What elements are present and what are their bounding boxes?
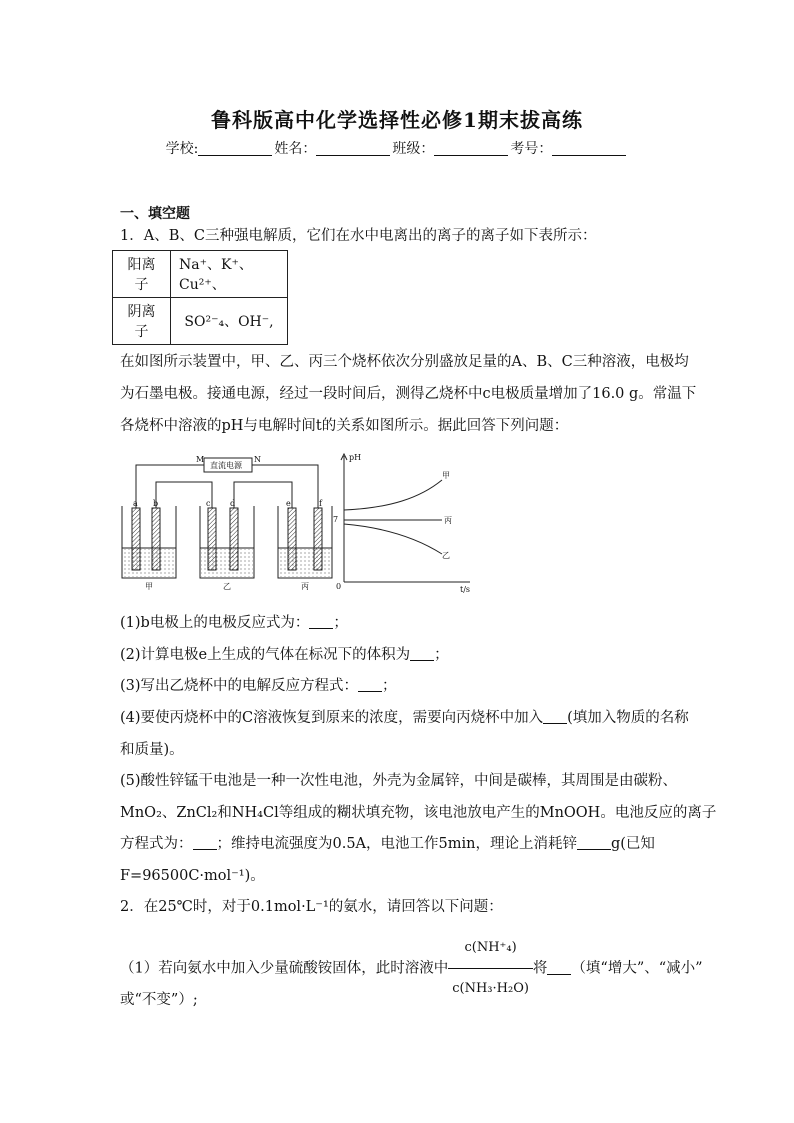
answer-blank[interactable] xyxy=(543,709,567,724)
name-blank[interactable] xyxy=(316,141,390,156)
number-label: 考号： xyxy=(510,141,553,157)
school-label: 学校: xyxy=(165,141,199,157)
name-label: 姓名： xyxy=(274,141,317,157)
table-row xyxy=(113,298,288,345)
beaker-label-jia: 甲 xyxy=(145,582,153,591)
answer-blank[interactable] xyxy=(309,614,333,629)
label-d: d xyxy=(230,499,236,508)
graph-label-yi: 乙 xyxy=(442,551,450,560)
section-heading: 一、填空题 xyxy=(120,206,190,222)
electrode-f xyxy=(314,508,322,570)
graph-origin: 0 xyxy=(336,582,342,591)
curve-yi xyxy=(344,524,442,554)
electrode-a xyxy=(132,508,140,570)
answer-blank[interactable] xyxy=(410,646,434,661)
q1-sub3-text: (3)写出乙烧杯中的电解反应方程式： xyxy=(120,678,359,694)
fraction-numerator: c(NH⁺₄) xyxy=(448,928,533,969)
ion-table xyxy=(112,250,288,345)
beaker-label-yi: 乙 xyxy=(223,582,231,591)
curve-jia xyxy=(344,480,442,510)
answer-blank[interactable] xyxy=(547,960,571,975)
anion-label: 阴离子 xyxy=(113,298,171,345)
cation-label: 阳离子 xyxy=(113,251,171,298)
electrode-d xyxy=(230,508,238,570)
q1-sub2-end: ； xyxy=(434,647,449,663)
label-e: e xyxy=(286,499,291,508)
graph-xlabel: t/s xyxy=(460,585,471,594)
answer-blank[interactable] xyxy=(358,677,382,692)
q1-stem: 1．A、B、C三种强电解质，它们在水中电离出的离子的离子如下表所示： xyxy=(120,228,597,244)
class-label: 班级： xyxy=(392,141,435,157)
ph-time-graph xyxy=(330,450,475,595)
electrolysis-diagram xyxy=(116,452,338,592)
q1-para-1: 在如图所示装置中，甲、乙、丙三个烧杯依次分别盛放足量的A、B、C三种溶液，电极均 xyxy=(120,354,689,370)
q1-sub1-end: ； xyxy=(333,615,348,631)
anion-values: SO²⁻₄、OH⁻, xyxy=(171,298,288,345)
q1-sub3 xyxy=(120,676,397,696)
q1-para-3: 各烧杯中溶液的pH与电解时间t的关系如图所示。据此回答下列问题： xyxy=(120,418,569,434)
q1-sub4-hint: (填加入物质的名称 xyxy=(567,710,689,726)
q1-sub1 xyxy=(120,613,348,633)
school-blank[interactable] xyxy=(198,141,272,156)
label-c: c xyxy=(206,499,211,508)
graph-seven: 7 xyxy=(333,515,339,524)
q1-sub5-a: (5)酸性锌锰干电池是一种一次性电池，外壳为金属锌，中间是碳棒，其周围是由碳粉、 xyxy=(120,773,678,789)
graph-label-bing: 丙 xyxy=(444,516,452,525)
table-row xyxy=(113,251,288,298)
fraction-denominator: c(NH₃·H₂O) xyxy=(452,981,529,996)
q1-sub5-c xyxy=(120,834,655,854)
electrode-e xyxy=(288,508,296,570)
q1-sub4-text: (4)要使丙烧杯中的C溶液恢复到原来的浓度，需要向丙烧杯中加入 xyxy=(120,710,544,726)
answer-blank[interactable] xyxy=(577,835,611,850)
electrode-c xyxy=(208,508,216,570)
label-a: a xyxy=(133,499,138,508)
pole-n: N xyxy=(254,455,261,464)
electrode-b xyxy=(152,508,160,570)
class-blank[interactable] xyxy=(434,141,508,156)
beaker-label-bing: 丙 xyxy=(301,582,309,591)
q2-sub1-text: （1）若向氨水中加入少量硫酸铵固体，此时溶液中 xyxy=(120,960,449,977)
student-info xyxy=(0,138,794,158)
cation-values: Na⁺、K⁺、Cu²⁺、 xyxy=(171,251,288,298)
q2-sub1-cont: 或“不变”）; xyxy=(120,992,198,1008)
label-f: f xyxy=(319,499,322,508)
q1-sub2-text: (2)计算电极e上生成的气体在标况下的体积为 xyxy=(120,647,411,663)
q2-stem: 2．在25℃时，对于0.1mol·L⁻¹的氨水，请回答以下问题： xyxy=(120,899,503,915)
label-b: b xyxy=(153,499,159,508)
concentration-fraction xyxy=(448,928,533,1009)
answer-blank[interactable] xyxy=(193,835,217,850)
q1-sub5-b: MnO₂、ZnCl₂和NH₄Cl等组成的糊状填充物，该电池放电产生的MnOOH。电池反应的离子 xyxy=(120,805,717,821)
q1-sub5-c-mid: ；维持电流强度为0.5A，电池工作5min，理论上消耗锌 xyxy=(216,836,577,852)
q1-sub5-c-end: g(已知 xyxy=(610,836,655,852)
number-blank[interactable] xyxy=(552,141,626,156)
q1-sub3-end: ； xyxy=(382,678,397,694)
q1-para-2: 为石墨电极。接通电源，经过一段时间后，测得乙烧杯中c电极质量增加了16.0 g。常温下 xyxy=(120,386,697,402)
page-title: 鲁科版高中化学选择性必修1期末拔高练 xyxy=(211,108,583,132)
q2-sub1-hint: （填“增大”、“减小” xyxy=(571,960,703,977)
q1-sub2 xyxy=(120,645,449,665)
q1-sub1-text: (1)b电极上的电极反应式为： xyxy=(120,615,310,631)
q2-sub1-mid: 将 xyxy=(532,960,548,977)
graph-label-jia: 甲 xyxy=(442,471,450,480)
power-label: 直流电源 xyxy=(210,461,242,470)
graph-ylabel: pH xyxy=(349,453,362,462)
pole-m: M xyxy=(196,455,205,464)
q1-sub5-c-text: 方程式为： xyxy=(120,836,193,852)
q1-sub4-cont: 和质量)。 xyxy=(120,742,184,758)
q1-sub5-d: F=96500C·mol⁻¹)。 xyxy=(120,868,265,884)
q2-sub1 xyxy=(120,928,703,1009)
q1-sub4 xyxy=(120,708,689,728)
